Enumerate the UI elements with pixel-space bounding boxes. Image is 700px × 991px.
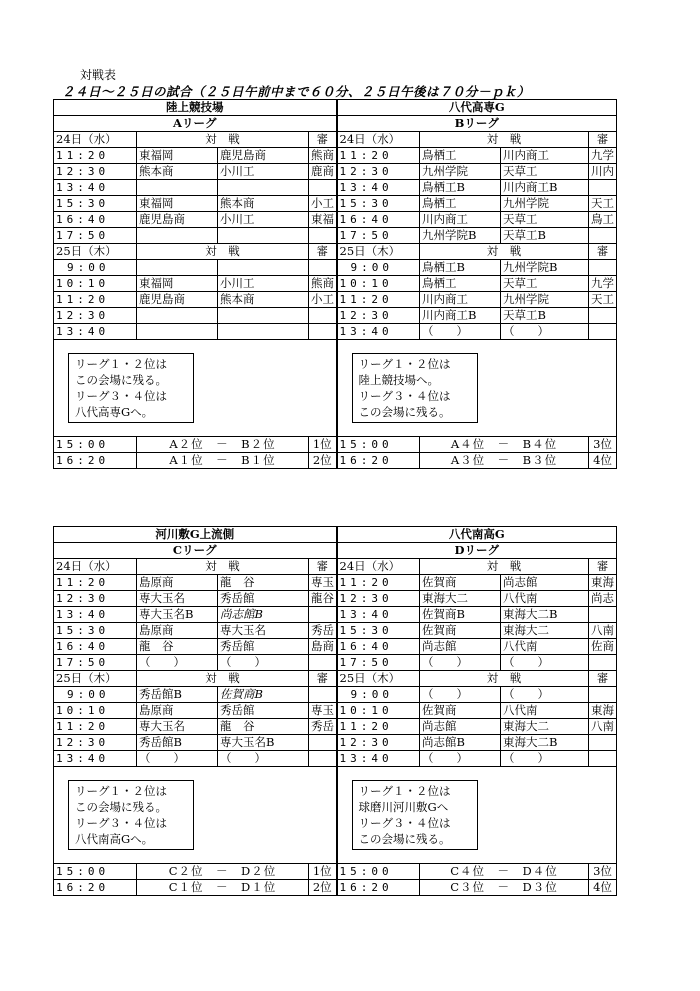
final-match: A４位 － B４位 bbox=[420, 437, 589, 453]
team-2: 熊本商 bbox=[218, 196, 309, 212]
table-row bbox=[54, 292, 617, 308]
referee-header: 審 bbox=[589, 244, 617, 260]
team-1: 島原商 bbox=[137, 575, 218, 591]
referee-header: 審 bbox=[589, 132, 617, 148]
team-1: 鳥栖工 bbox=[420, 148, 501, 164]
team-2: 熊本商 bbox=[218, 292, 309, 308]
note-line: この会場に残る。 bbox=[75, 800, 167, 814]
team-1: 尚志館 bbox=[420, 639, 501, 655]
match-header: 対 戦 bbox=[420, 132, 589, 148]
final-time: 16:20 bbox=[54, 880, 137, 896]
team-1: 鹿児島商 bbox=[137, 212, 218, 228]
team-2: 秀岳館 bbox=[218, 591, 309, 607]
match-time: 12:30 bbox=[54, 591, 137, 607]
table-row bbox=[54, 575, 617, 591]
referee bbox=[309, 324, 337, 340]
team-1: 鳥栖工 bbox=[420, 276, 501, 292]
team-2: 龍 谷 bbox=[218, 719, 309, 735]
referee bbox=[589, 735, 617, 751]
note-row bbox=[54, 767, 617, 864]
team-1: （ ） bbox=[420, 751, 501, 767]
team-2: 専大玉名B bbox=[218, 735, 309, 751]
referee bbox=[589, 751, 617, 767]
match-time: 16:40 bbox=[337, 212, 420, 228]
referee: 尚志 bbox=[589, 591, 617, 607]
team-1: 専大玉名B bbox=[137, 607, 218, 623]
note-line: リーグ１・２位は bbox=[75, 784, 167, 798]
match-time: 11:20 bbox=[337, 719, 420, 735]
final-row bbox=[54, 880, 617, 896]
team-2 bbox=[218, 180, 309, 196]
league-name: Aリーグ bbox=[54, 116, 337, 132]
team-1: 鳥栖工 bbox=[420, 196, 501, 212]
schedule-block-top bbox=[53, 99, 616, 469]
match-time: 9:00 bbox=[337, 687, 420, 703]
team-1: 川内商工B bbox=[420, 308, 501, 324]
match-header: 対 戦 bbox=[420, 671, 589, 687]
team-2: 八代南 bbox=[501, 703, 589, 719]
date-label: 24日（水） bbox=[337, 559, 420, 575]
team-1: 島原商 bbox=[137, 623, 218, 639]
date-label: 24日（水） bbox=[54, 559, 137, 575]
note-cell bbox=[337, 767, 617, 864]
schedule-table bbox=[53, 526, 617, 896]
note-line: 球磨川河川敷Gへ bbox=[358, 800, 449, 814]
final-match: A２位 － B２位 bbox=[137, 437, 309, 453]
table-row bbox=[54, 735, 617, 751]
referee-header: 審 bbox=[309, 671, 337, 687]
table-row bbox=[54, 196, 617, 212]
referee: 秀岳 bbox=[309, 719, 337, 735]
team-2: 小川工 bbox=[218, 164, 309, 180]
team-1: （ ） bbox=[137, 751, 218, 767]
match-time: 9:00 bbox=[54, 260, 137, 276]
team-2: 専大玉名 bbox=[218, 623, 309, 639]
team-2: （ ） bbox=[501, 751, 589, 767]
team-1: 島原商 bbox=[137, 703, 218, 719]
team-1: 龍 谷 bbox=[137, 639, 218, 655]
league-row bbox=[54, 116, 617, 132]
table-row bbox=[54, 703, 617, 719]
team-2: 東海大二 bbox=[501, 719, 589, 735]
final-time: 16:20 bbox=[337, 453, 420, 469]
note-line: リーグ３・４位は bbox=[358, 816, 451, 830]
date-label: 25日（木） bbox=[54, 244, 137, 260]
referee-header: 審 bbox=[589, 671, 617, 687]
day-header-row bbox=[54, 671, 617, 687]
team-1 bbox=[137, 180, 218, 196]
team-1: 川内商工 bbox=[420, 292, 501, 308]
table-row bbox=[54, 591, 617, 607]
match-header: 対 戦 bbox=[420, 244, 589, 260]
note-line: リーグ１・２位は bbox=[75, 357, 167, 371]
team-2: 小川工 bbox=[218, 212, 309, 228]
referee bbox=[589, 308, 617, 324]
team-2: 九州学院 bbox=[501, 292, 589, 308]
team-2: 東海大二B bbox=[501, 735, 589, 751]
match-header: 対 戦 bbox=[137, 671, 309, 687]
schedule-block-bottom bbox=[53, 526, 616, 896]
match-time: 13:40 bbox=[337, 751, 420, 767]
note-line: リーグ３・４位は bbox=[358, 389, 451, 403]
note-line: リーグ３・４位は bbox=[75, 816, 167, 830]
date-label: 24日（水） bbox=[337, 132, 420, 148]
team-2: （ ） bbox=[501, 687, 589, 703]
referee: 八南 bbox=[589, 623, 617, 639]
final-time: 15:00 bbox=[337, 864, 420, 880]
page-subtitle: ２４日～２５日の試合（２５日午前中まで６０分、２５日午後は７０分－ｐｋ） bbox=[62, 84, 531, 99]
final-time: 15:00 bbox=[337, 437, 420, 453]
final-time: 15:00 bbox=[54, 437, 137, 453]
team-1: 佐賀商B bbox=[420, 607, 501, 623]
team-1: 川内商工 bbox=[420, 212, 501, 228]
team-2: 川内商工B bbox=[501, 180, 589, 196]
referee: 龍谷 bbox=[309, 591, 337, 607]
note-line: リーグ３・４位は bbox=[75, 389, 167, 403]
table-row bbox=[54, 639, 617, 655]
referee: 九学 bbox=[589, 148, 617, 164]
final-row bbox=[54, 864, 617, 880]
team-2: 鹿児島商 bbox=[218, 148, 309, 164]
team-1: （ ） bbox=[420, 655, 501, 671]
match-time: 11:20 bbox=[54, 575, 137, 591]
note-row bbox=[54, 340, 617, 437]
table-row bbox=[54, 607, 617, 623]
match-time: 15:30 bbox=[54, 623, 137, 639]
table-row bbox=[54, 260, 617, 276]
referee: 熊商 bbox=[309, 276, 337, 292]
referee: 東海 bbox=[589, 703, 617, 719]
match-time: 16:40 bbox=[54, 212, 137, 228]
venue-row bbox=[54, 527, 617, 543]
referee-header: 審 bbox=[589, 559, 617, 575]
match-time: 15:30 bbox=[337, 196, 420, 212]
match-time: 10:10 bbox=[54, 276, 137, 292]
referee-header: 審 bbox=[309, 132, 337, 148]
match-time: 12:30 bbox=[54, 735, 137, 751]
team-2: 天草工B bbox=[501, 308, 589, 324]
team-1: 佐賀商 bbox=[420, 575, 501, 591]
referee: 八南 bbox=[589, 719, 617, 735]
table-row bbox=[54, 164, 617, 180]
team-2 bbox=[218, 228, 309, 244]
team-1: 専大玉名 bbox=[137, 591, 218, 607]
match-time: 10:10 bbox=[337, 276, 420, 292]
page-title: 対戦表 bbox=[80, 68, 117, 82]
referee: 天工 bbox=[589, 292, 617, 308]
date-label: 25日（木） bbox=[337, 244, 420, 260]
referee bbox=[309, 687, 337, 703]
team-2: （ ） bbox=[218, 655, 309, 671]
table-row bbox=[54, 212, 617, 228]
match-time: 17:50 bbox=[54, 228, 137, 244]
match-time: 10:10 bbox=[54, 703, 137, 719]
referee bbox=[309, 228, 337, 244]
referee bbox=[309, 607, 337, 623]
note-line: この会場に残る。 bbox=[75, 373, 167, 387]
match-time: 11:20 bbox=[54, 719, 137, 735]
team-1: 東福岡 bbox=[137, 196, 218, 212]
referee bbox=[589, 687, 617, 703]
team-1: 秀岳館B bbox=[137, 687, 218, 703]
venue-name: 河川敷G上流側 bbox=[54, 527, 337, 543]
match-header: 対 戦 bbox=[137, 244, 309, 260]
team-2: 尚志館B bbox=[218, 607, 309, 623]
team-2: 龍 谷 bbox=[218, 575, 309, 591]
referee bbox=[589, 260, 617, 276]
referee: 東海 bbox=[589, 575, 617, 591]
team-2: 東海大二B bbox=[501, 607, 589, 623]
referee bbox=[309, 751, 337, 767]
team-1: （ ） bbox=[420, 324, 501, 340]
day-header-row bbox=[54, 132, 617, 148]
team-2 bbox=[218, 260, 309, 276]
team-2: 秀岳館 bbox=[218, 703, 309, 719]
referee bbox=[309, 180, 337, 196]
referee bbox=[309, 260, 337, 276]
match-time: 11:20 bbox=[337, 575, 420, 591]
team-2: 秀岳館 bbox=[218, 639, 309, 655]
team-2: 川内商工 bbox=[501, 148, 589, 164]
referee: 東福 bbox=[309, 212, 337, 228]
referee bbox=[309, 308, 337, 324]
referee: 小工 bbox=[309, 196, 337, 212]
team-2 bbox=[218, 308, 309, 324]
advancement-note bbox=[352, 353, 478, 423]
team-2: 尚志館 bbox=[501, 575, 589, 591]
table-row bbox=[54, 276, 617, 292]
team-1: 東福岡 bbox=[137, 148, 218, 164]
final-referee: 2位 bbox=[309, 453, 337, 469]
final-match: C１位 － D１位 bbox=[137, 880, 309, 896]
referee bbox=[589, 607, 617, 623]
schedule-table bbox=[53, 99, 617, 469]
team-2: 小川工 bbox=[218, 276, 309, 292]
referee: 熊商 bbox=[309, 148, 337, 164]
team-1: 専大玉名 bbox=[137, 719, 218, 735]
match-time: 12:30 bbox=[54, 308, 137, 324]
match-time: 13:40 bbox=[54, 607, 137, 623]
final-referee: 2位 bbox=[309, 880, 337, 896]
team-2: （ ） bbox=[501, 655, 589, 671]
date-label: 24日（水） bbox=[54, 132, 137, 148]
match-time: 15:30 bbox=[54, 196, 137, 212]
league-name: Bリーグ bbox=[337, 116, 617, 132]
team-1: 鹿児島商 bbox=[137, 292, 218, 308]
referee: 九学 bbox=[589, 276, 617, 292]
final-match: C２位 － D２位 bbox=[137, 864, 309, 880]
team-2: 八代南 bbox=[501, 639, 589, 655]
note-cell bbox=[54, 340, 337, 437]
referee: 鳥工 bbox=[589, 212, 617, 228]
referee bbox=[589, 228, 617, 244]
match-time: 17:50 bbox=[337, 655, 420, 671]
referee-header: 審 bbox=[309, 559, 337, 575]
advancement-note bbox=[68, 780, 194, 850]
team-2: （ ） bbox=[218, 751, 309, 767]
date-label: 25日（木） bbox=[337, 671, 420, 687]
team-1 bbox=[137, 308, 218, 324]
match-header: 対 戦 bbox=[137, 559, 309, 575]
referee-header: 審 bbox=[309, 244, 337, 260]
table-row bbox=[54, 308, 617, 324]
team-2: 天草工B bbox=[501, 228, 589, 244]
referee: 専玉 bbox=[309, 575, 337, 591]
team-1: 鳥栖工B bbox=[420, 260, 501, 276]
note-cell bbox=[54, 767, 337, 864]
final-referee: 4位 bbox=[589, 453, 617, 469]
final-row bbox=[54, 437, 617, 453]
final-referee: 1位 bbox=[309, 437, 337, 453]
match-time: 13:40 bbox=[337, 324, 420, 340]
note-cell bbox=[337, 340, 617, 437]
team-2: 佐賀商B bbox=[218, 687, 309, 703]
team-1: （ ） bbox=[420, 687, 501, 703]
final-referee: 1位 bbox=[309, 864, 337, 880]
match-time: 17:50 bbox=[337, 228, 420, 244]
team-2: 九州学院 bbox=[501, 196, 589, 212]
match-time: 12:30 bbox=[337, 308, 420, 324]
team-2: 天草工 bbox=[501, 164, 589, 180]
referee: 島商 bbox=[309, 639, 337, 655]
team-1: 秀岳館B bbox=[137, 735, 218, 751]
referee: 鹿商 bbox=[309, 164, 337, 180]
team-1: 尚志館 bbox=[420, 719, 501, 735]
match-time: 12:30 bbox=[337, 591, 420, 607]
final-time: 16:20 bbox=[54, 453, 137, 469]
match-time: 13:40 bbox=[337, 180, 420, 196]
note-line: リーグ１・２位は bbox=[358, 357, 451, 371]
day-header-row bbox=[54, 244, 617, 260]
table-row bbox=[54, 228, 617, 244]
final-time: 15:00 bbox=[54, 864, 137, 880]
table-row bbox=[54, 655, 617, 671]
team-2: 天草工 bbox=[501, 276, 589, 292]
team-1 bbox=[137, 324, 218, 340]
match-time: 13:40 bbox=[54, 324, 137, 340]
team-1: （ ） bbox=[137, 655, 218, 671]
note-line: 八代南高Gへ。 bbox=[75, 832, 154, 846]
league-name: Dリーグ bbox=[337, 543, 617, 559]
referee: 佐商 bbox=[589, 639, 617, 655]
venue-name: 八代南高G bbox=[337, 527, 617, 543]
team-2 bbox=[218, 324, 309, 340]
advancement-note bbox=[352, 780, 478, 850]
team-1: 尚志館B bbox=[420, 735, 501, 751]
final-referee: 4位 bbox=[589, 880, 617, 896]
match-time: 10:10 bbox=[337, 703, 420, 719]
table-row bbox=[54, 623, 617, 639]
referee bbox=[589, 655, 617, 671]
day-header-row bbox=[54, 559, 617, 575]
table-row bbox=[54, 719, 617, 735]
team-1: 熊本商 bbox=[137, 164, 218, 180]
note-line: リーグ１・２位は bbox=[358, 784, 451, 798]
final-referee: 3位 bbox=[589, 864, 617, 880]
referee: 小工 bbox=[309, 292, 337, 308]
final-match: C４位 － D４位 bbox=[420, 864, 589, 880]
referee bbox=[309, 655, 337, 671]
final-match: A３位 － B３位 bbox=[420, 453, 589, 469]
match-header: 対 戦 bbox=[137, 132, 309, 148]
date-label: 25日（木） bbox=[54, 671, 137, 687]
final-time: 16:20 bbox=[337, 880, 420, 896]
note-line: この会場に残る。 bbox=[358, 405, 451, 419]
table-row bbox=[54, 180, 617, 196]
team-1: 佐賀商 bbox=[420, 623, 501, 639]
match-time: 13:40 bbox=[54, 751, 137, 767]
league-row bbox=[54, 543, 617, 559]
final-row bbox=[54, 453, 617, 469]
referee: 秀岳 bbox=[309, 623, 337, 639]
team-1: 佐賀商 bbox=[420, 703, 501, 719]
team-1 bbox=[137, 228, 218, 244]
match-time: 17:50 bbox=[54, 655, 137, 671]
match-time: 12:30 bbox=[337, 164, 420, 180]
match-time: 12:30 bbox=[337, 735, 420, 751]
match-time: 15:30 bbox=[337, 623, 420, 639]
referee bbox=[589, 324, 617, 340]
match-time: 11:20 bbox=[337, 148, 420, 164]
match-time: 16:40 bbox=[337, 639, 420, 655]
team-1: 九州学院B bbox=[420, 228, 501, 244]
venue-row bbox=[54, 100, 617, 116]
team-2: 八代南 bbox=[501, 591, 589, 607]
venue-name: 八代高専G bbox=[337, 100, 617, 116]
table-row bbox=[54, 751, 617, 767]
table-row bbox=[54, 687, 617, 703]
match-header: 対 戦 bbox=[420, 559, 589, 575]
final-match: A１位 － B１位 bbox=[137, 453, 309, 469]
match-time: 12:30 bbox=[54, 164, 137, 180]
match-time: 11:20 bbox=[54, 292, 137, 308]
team-1: 東福岡 bbox=[137, 276, 218, 292]
note-line: 八代高専Gへ。 bbox=[75, 405, 154, 419]
match-time: 13:40 bbox=[54, 180, 137, 196]
team-2: 天草工 bbox=[501, 212, 589, 228]
match-time: 11:20 bbox=[337, 292, 420, 308]
note-line: この会場に残る。 bbox=[358, 832, 451, 846]
team-1: 東海大二 bbox=[420, 591, 501, 607]
referee: 天工 bbox=[589, 196, 617, 212]
team-1: 九州学院 bbox=[420, 164, 501, 180]
team-2: 東海大二 bbox=[501, 623, 589, 639]
match-time: 9:00 bbox=[54, 687, 137, 703]
table-row bbox=[54, 324, 617, 340]
team-2: （ ） bbox=[501, 324, 589, 340]
venue-name: 陸上競技場 bbox=[54, 100, 337, 116]
team-1: 鳥栖工B bbox=[420, 180, 501, 196]
match-time: 13:40 bbox=[337, 607, 420, 623]
advancement-note bbox=[68, 353, 194, 423]
final-referee: 3位 bbox=[589, 437, 617, 453]
match-time: 16:40 bbox=[54, 639, 137, 655]
referee bbox=[589, 180, 617, 196]
referee: 川内 bbox=[589, 164, 617, 180]
league-name: Cリーグ bbox=[54, 543, 337, 559]
team-1 bbox=[137, 260, 218, 276]
note-line: 陸上競技場へ。 bbox=[358, 373, 439, 387]
referee bbox=[309, 735, 337, 751]
match-time: 11:20 bbox=[54, 148, 137, 164]
referee: 専玉 bbox=[309, 703, 337, 719]
final-match: C３位 － D３位 bbox=[420, 880, 589, 896]
table-row bbox=[54, 148, 617, 164]
match-time: 9:00 bbox=[337, 260, 420, 276]
team-2: 九州学院B bbox=[501, 260, 589, 276]
